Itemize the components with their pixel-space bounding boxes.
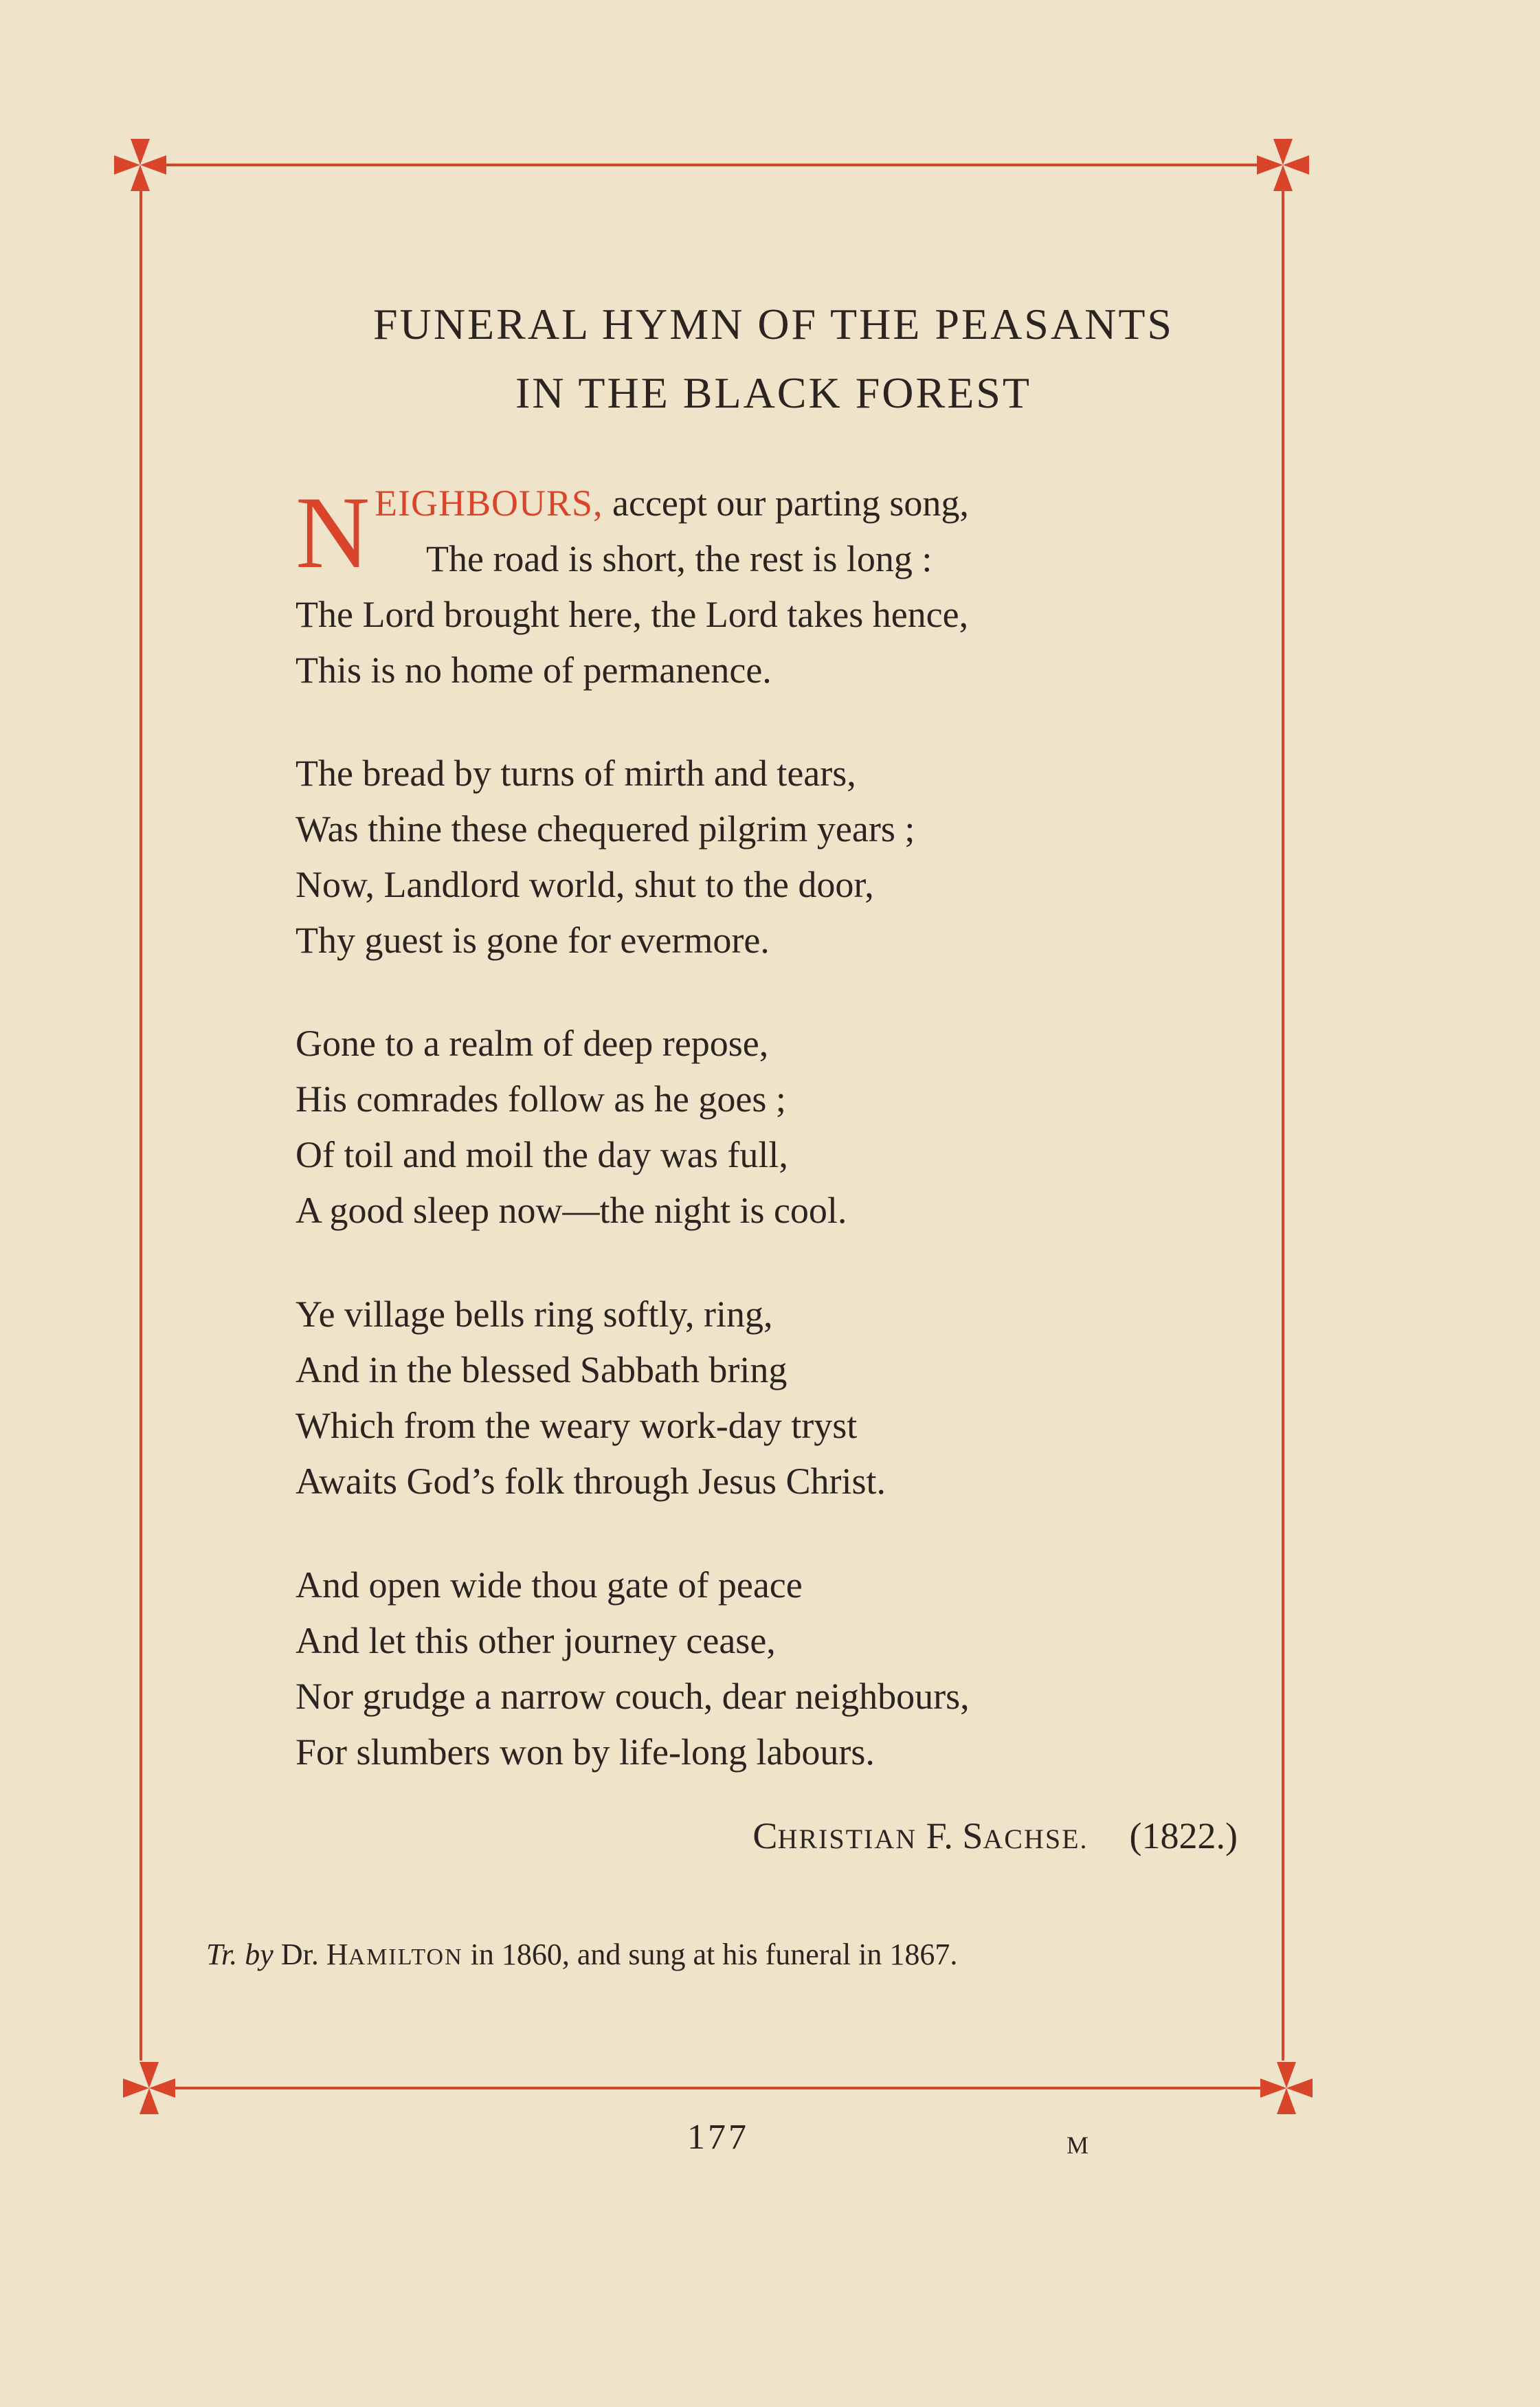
verse-line [295,476,1540,531]
page-number: 177 [687,2118,749,2157]
author-year: (1822.) [1129,1815,1238,1856]
author-middle-initial: F. [917,1815,963,1856]
maltese-cross-icon [120,2059,178,2117]
translator-note [206,1937,957,1972]
verse-line: Thy guest is gone for evermore. [295,920,770,961]
author-attribution [752,1815,1238,1857]
verse-line: For slumbers won by life-long labours. [295,1731,875,1773]
first-word: EIGHBOURS, [375,482,603,524]
verse-line: A good sleep now—the night is cool. [295,1190,847,1231]
translator-initial: H [326,1938,348,1971]
frame-top-rule [165,164,1264,166]
note-rest: in 1860, and sung at his funeral in 1867. [462,1938,958,1971]
author-initial: C [752,1815,778,1856]
verse-line: The bread by turns of mirth and tears, [295,753,856,794]
title-line-2: IN THE BLACK FOREST [515,368,1031,417]
frame-bottom-rule [175,2087,1275,2089]
stanza-2 [295,746,915,968]
verse-line: Ye village bells ring softly, ring, [295,1294,773,1335]
verse-line: Gone to a realm of deep repose, [295,1023,769,1064]
stanza-1 [295,476,1540,698]
verse-line: The Lord brought here, the Lord takes hence, [295,594,969,635]
drop-cap: N [295,476,370,590]
verse-line: And let this other journey cease, [295,1620,776,1661]
note-italic: Tr. by [206,1938,274,1971]
verse-line: Now, Landlord world, shut to the door, [295,864,874,905]
verse-line: Which from the weary work-day tryst [295,1405,858,1446]
stanza-5 [295,1557,970,1780]
verse-line: Of toil and moil the day was full, [295,1134,788,1175]
author-first-name-rest: HRISTIAN [777,1823,917,1854]
verse-line: His comrades follow as he goes ; [295,1078,786,1120]
verse-line: Was thine these chequered pilgrim years ; [295,808,915,850]
verse-line: This is no home of permanence. [295,650,772,691]
stanza-3 [295,1016,847,1239]
verse-line: Awaits God’s folk through Jesus Christ. [295,1461,886,1502]
verse-line: Nor grudge a narrow couch, dear neighbours, [295,1676,970,1717]
verse-line: And open wide thou gate of peace [295,1564,803,1606]
translator-name-rest: AMILTON [348,1944,463,1970]
verse-line: And in the blessed Sabbath bring [295,1349,788,1390]
maltese-cross-icon [1258,2059,1315,2117]
frame-left-rule [140,191,142,2061]
frame-right-rule [1282,191,1284,2061]
author-surname-rest: ACHSE. [983,1823,1089,1854]
maltese-cross-icon [111,136,169,194]
maltese-cross-icon [1254,136,1312,194]
title-line-1: FUNERAL HYMN OF THE PEASANTS [373,300,1174,348]
verse-line: The road is short, the rest is long : [426,538,933,579]
first-line-rest: accept our parting song, [603,482,969,524]
stanza-4 [295,1287,886,1509]
author-surname-initial: S [962,1815,983,1856]
signature-mark: M [1067,2131,1091,2159]
note-prefix: Dr. [273,1938,326,1971]
